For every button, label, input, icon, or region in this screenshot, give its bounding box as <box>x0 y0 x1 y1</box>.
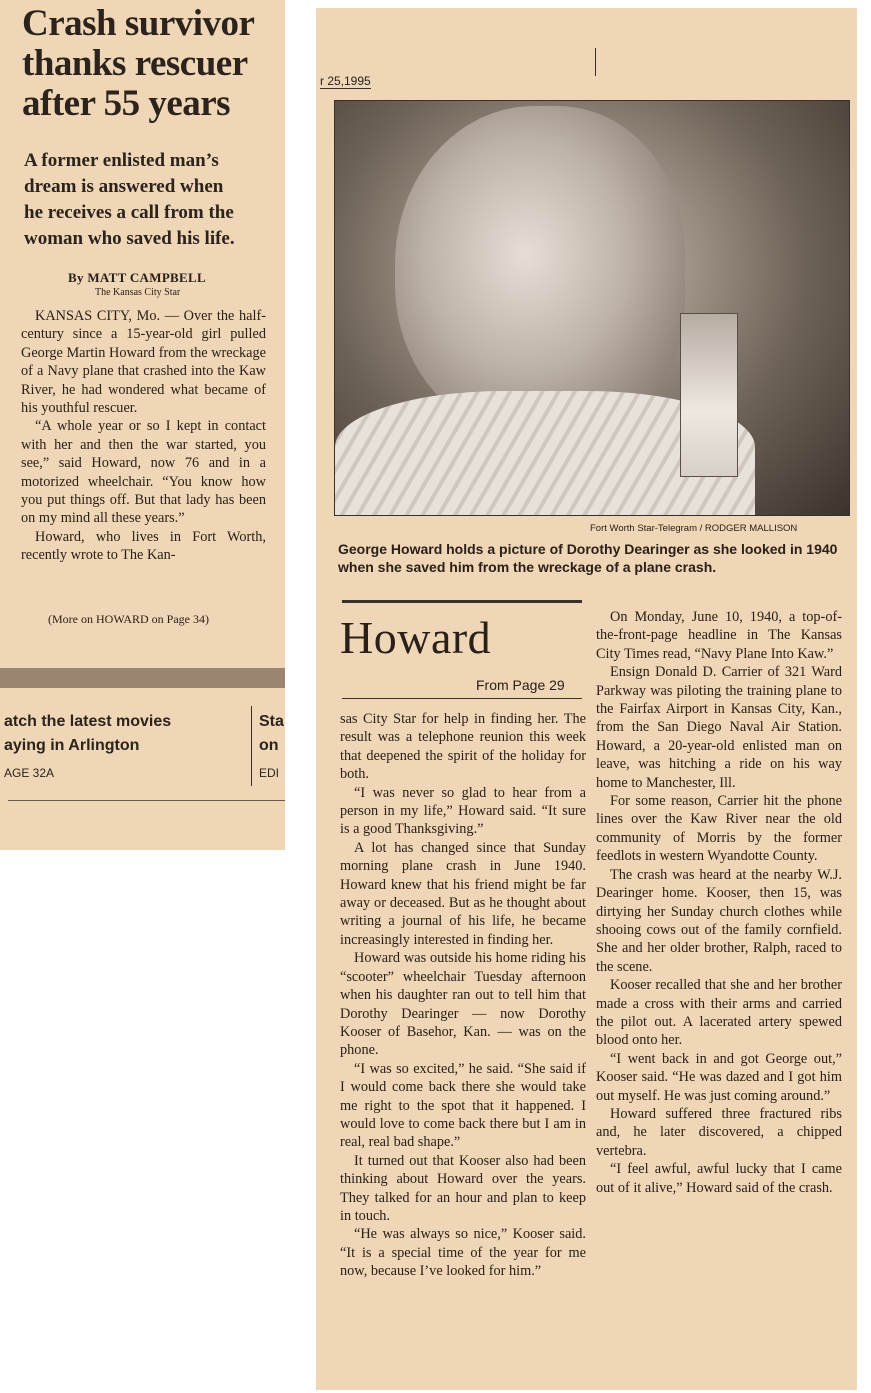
jump-top-rule <box>342 600 582 603</box>
promo-page-ref-2: EDI <box>259 766 280 780</box>
continuation-note: (More on HOWARD on Page 34) <box>48 612 209 626</box>
byline: By MATT CAMPBELL <box>68 270 206 285</box>
jump-headline: Howard <box>340 612 492 663</box>
man-face <box>395 106 685 436</box>
photo-caption: George Howard holds a picture of Dorothy Dearinger as she looked in 1940 when she saved him from the wreckage of a plane crash. <box>338 541 838 575</box>
paragraph: Kooser recalled that she and her brother made a cross with their arms and carried the pilot out. A lacerated artery spewed blood onto her. <box>596 977 842 1049</box>
paragraph: Howard was outside his home riding his “scooter” wheelchair Tuesday afternoon when his daughter ran out to tell him that Dorothy Dearinger — now Dorothy Kooser of Basehor, Kan. — was on the phone. <box>340 950 586 1059</box>
paragraph: A lot has changed since that Sunday morning plane crash in June 1940. Howard knew that his friend might be far away or deceased. But as he thought about writing a journal of his life, he became increasingly interested in finding her. <box>340 839 586 948</box>
front-page-headline <box>22 4 284 124</box>
paragraph: “I was so excited,” he said. “She said if I would come back there she would take me right to the spot that it happened. I would love to come back there but I am in real, real bad shape.” <box>340 1060 586 1151</box>
promo-divider <box>251 706 252 786</box>
promo-teaser <box>4 710 249 758</box>
paragraph: It turned out that Kooser also had been thinking about Howard over the years. They talked for an hour and plan to keep in touch. <box>340 1152 586 1224</box>
paragraph: “He was always so nice,” Kooser said. “It is a special time of the year for me now, because I’ve looked for him.” <box>340 1226 586 1280</box>
dateline: r 25,1995 <box>320 74 371 88</box>
paragraph: For some reason, Carrier hit the phone lines over the Kaw River near the old community of Morris by the former feedlots in western Wyandotte County. <box>596 793 842 865</box>
front-page-body <box>21 307 266 565</box>
section-divider-band <box>0 668 285 688</box>
paragraph: KANSAS CITY, Mo. — Over the half-century since a 15-year-old girl pulled George Martin Howard from the wreckage of a Navy plane that crashed into the Kaw River, he had wondered what became of his youthful rescuer. <box>21 308 266 417</box>
paragraph: sas City Star for help in finding her. The result was a telephone reunion this week that deepened the spirit of the holiday for both. <box>340 711 586 783</box>
promo-line: on <box>259 737 279 754</box>
paragraph: “A whole year or so I kept in contact with her and then the war started, you see,” said Howard, now 76 and in a motorized wheelchair. “You know how you put things off. But that lady has been on my mind all these years.” <box>21 418 266 527</box>
paragraph: On Monday, June 10, 1940, a top-of-the-front-page headline in The Kansas City Times read, “Navy Plane Into Kaw.” <box>596 609 842 662</box>
fold-mark <box>595 48 596 76</box>
photo-credit: Fort Worth Star-Telegram / RODGER MALLISON <box>590 523 798 534</box>
headline-line: after 55 years <box>22 83 231 124</box>
jump-from-line: From Page 29 <box>476 677 565 693</box>
paragraph: “I feel awful, awful lucky that I came out of it alive,” Howard said of the crash. <box>596 1161 842 1196</box>
jump-column-1 <box>340 710 586 1281</box>
subheadline-deck <box>24 148 282 252</box>
paragraph: Howard, who lives in Fort Worth, recently wrote to The Kan- <box>21 528 266 564</box>
right-clipping <box>316 8 857 1390</box>
snapshot-of-dorothy <box>680 313 738 477</box>
left-clipping <box>0 0 285 850</box>
headline-line: thanks rescuer <box>22 43 248 84</box>
deck-line: woman who saved his life. <box>24 228 235 249</box>
promo-line: Sta <box>259 713 284 730</box>
promo-line: atch the latest movies <box>4 713 172 730</box>
jump-column-2 <box>596 608 842 1197</box>
paragraph: “I went back in and got George out,” Kooser said. “He was dazed and I got him out myself. He was just coming around.” <box>596 1050 842 1104</box>
paragraph: The crash was heard at the nearby W.J. Dearinger home. Kooser, then 15, was dirtying her Sunday church clothes while shooing cows out of the family cornfield. She and her older brother, Ralph, raced to the scene. <box>596 866 842 975</box>
jump-bottom-rule <box>342 698 582 699</box>
paragraph: Ensign Donald D. Carrier of 321 Ward Parkway was piloting the training plane to the Fairfax Airport in Kansas City, Kan., from the San Diego Naval Air Station. Howard, a 20-year-old enlisted man on leave, was hitching a ride on his way home to Manchester, Ill. <box>596 664 842 791</box>
promo-line: aying in Arlington <box>4 737 140 754</box>
promo-teaser-2 <box>259 710 285 758</box>
deck-line: he receives a call from the <box>24 202 234 223</box>
byline-affiliation: The Kansas City Star <box>95 287 181 298</box>
portrait-photo <box>334 100 850 516</box>
headline-line: Crash survivor <box>22 3 255 44</box>
bottom-rule <box>8 800 285 801</box>
paragraph: Howard suffered three fractured ribs and, he later discovered, a chipped vertebra. <box>596 1105 842 1159</box>
promo-page-ref: AGE 32A <box>4 766 55 780</box>
paragraph: “I was never so glad to hear from a person in my life,” Howard said. “It sure is a good Thanksgiving.” <box>340 784 586 838</box>
deck-line: A former enlisted man’s <box>24 150 219 171</box>
deck-line: dream is answered when <box>24 176 224 197</box>
